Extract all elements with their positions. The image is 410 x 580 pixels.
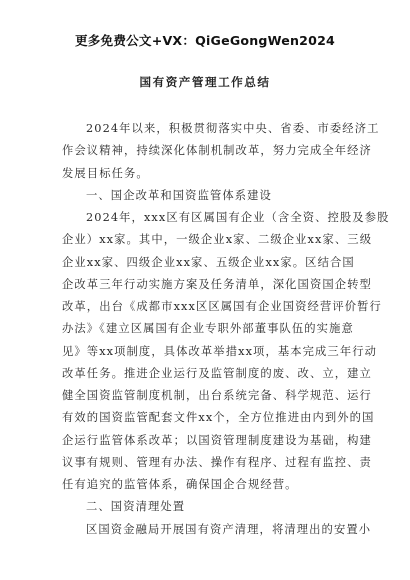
intro-line: 作会议精神，持续深化体制机制改革，努力完成全年经济 (62, 144, 372, 158)
paragraph-line: 企业xx家、四级企业xx家、五级企业xx家。区结合国 (62, 255, 355, 269)
promo-banner: 更多免费公文+VX：QiGeGongWen2024 (74, 33, 336, 48)
section-heading-2: 二、国资清理处置 (86, 500, 186, 514)
paragraph-line: 议事有规则、管理有办法、操作有程序、过程有监控、责 (62, 455, 372, 469)
paragraph-line: 企业）xx家。其中，一级企业x家、二级企业xx家、三级 (62, 233, 373, 247)
paragraph-line: 2024年，xxx区有区属国有企业（含全资、控股及参股 (86, 211, 390, 224)
paragraph-line: 企改革三年行动实施方案及任务清单，深化国资国企转型 (62, 277, 372, 291)
paragraph-line: 企运行监管体系改革；以国资管理制度建设为基础，构建 (62, 433, 372, 447)
document-body (62, 118, 390, 541)
paragraph-line: 有效的国资监管配套文件xx个，全方位推进由内到外的国 (62, 411, 375, 425)
paragraph-line: 任有追究的监管体系，确保国企合规经营。 (62, 478, 298, 491)
intro-line: 发展目标任务。 (62, 166, 149, 180)
paragraph-line: 改革任务。推进企业运行及监管制度的废、改、立，建立 (62, 366, 372, 380)
paragraph-line: 改革，出台《成都市xxx区区属国有企业国资经营评价暂行 (62, 300, 382, 313)
intro-line: 2024年以来，积极贯彻落实中央、省委、市委经济工 (86, 122, 380, 135)
paragraph-line: 健全国资监管制度机制，出台系统完备、科学规范、运行 (62, 389, 372, 402)
paragraph-line: 见》等xx项制度，具体改革举措xx项，基本完成三年行动 (62, 344, 378, 358)
paragraph-line: 区国资金融局开展国有资产清理，将清理出的安置小 (86, 522, 372, 536)
paragraph-line: 办法》《建立区属国有企业专职外部董事队伍的实施意 (62, 322, 354, 336)
document-title: 国有资产管理工作总结 (139, 75, 271, 89)
section-heading-1: 一、国企改革和国资监管体系建设 (86, 188, 272, 202)
